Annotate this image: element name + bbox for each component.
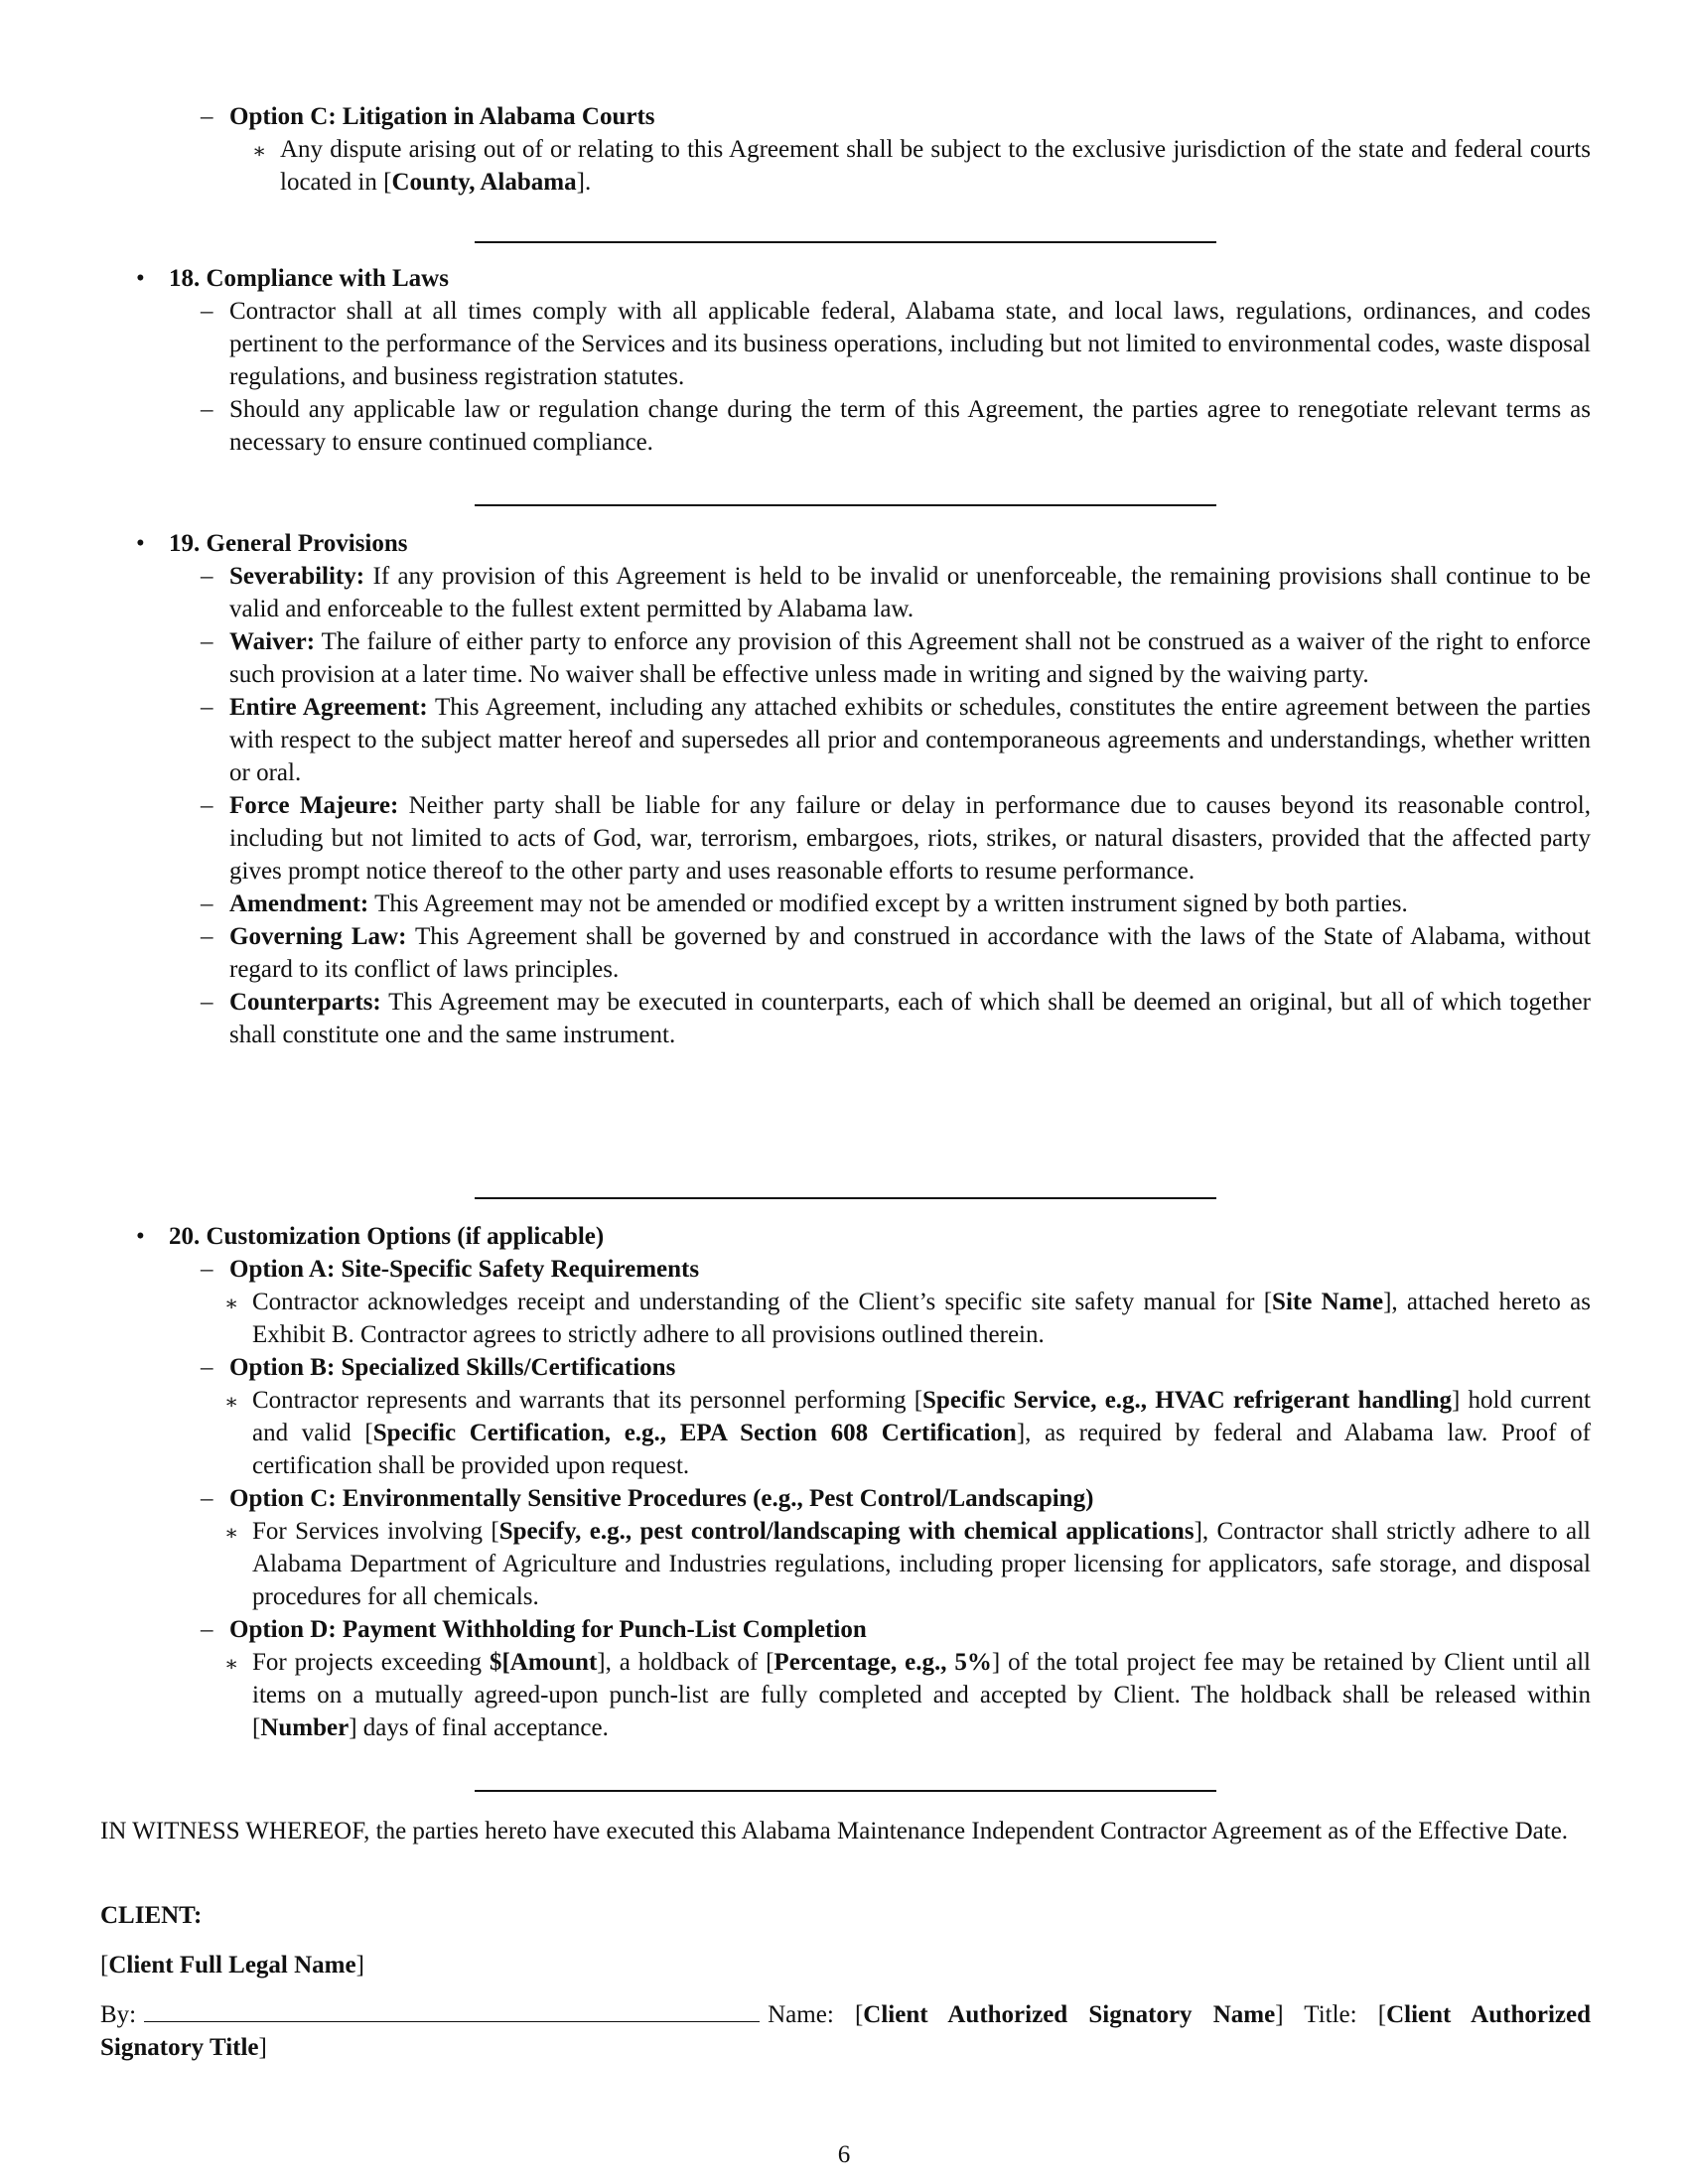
placeholder-field: Percentage, e.g., 5% [774,1649,992,1676]
asterisk-marker: ∗ [224,1652,239,1676]
option-b-heading [201,1351,1591,1384]
dash-marker: – [201,628,213,655]
option-label: Option D: Payment Withholding for Punch-List Completion [229,1616,867,1643]
asterisk-marker: ∗ [252,139,267,163]
clause-text: Should any applicable law or regulation change during the term of this Agreement, the parties agree to renegotiate relevant terms as necessary to ensure continued compliance. [229,396,1591,456]
client-label: CLIENT: [100,1902,203,1929]
placeholder-field: Number [260,1714,350,1741]
clause-text: ], attached hereto as Exhibit B. Contractor agrees to strictly adhere to all provisions outlined therein. [252,1289,1591,1348]
provision-label: Governing Law: [229,923,407,950]
provision-text: This Agreement may not be amended or modified except by a written instrument signed by both parties. [374,890,1408,917]
by-label: By: [100,2001,137,2028]
option-d-clause [201,1646,1591,1744]
dash-marker: – [201,792,213,819]
dash-marker: – [201,1616,213,1643]
provision-entire-agreement [201,691,1591,789]
signature-block: By: Name: [Client Authorized Signatory Name] Title: [Client Authorized Signatory Title] [100,2001,1592,2061]
dash-marker: – [201,1256,213,1283]
section-divider [475,1197,1216,1199]
provision-waiver [201,625,1591,691]
dash-marker: – [201,298,213,325]
name-label: Name: [768,2001,834,2028]
dash-marker: – [201,1485,213,1512]
section-20 [136,1220,1591,1744]
section-title: 18. Compliance with Laws [169,265,449,292]
list-item [201,393,1591,459]
option-c-litigation-clause [201,133,1591,199]
clause-text: Contractor represents and warrants that its personnel performing [ [252,1387,923,1414]
placeholder-field: Specific Certification, e.g., EPA Section 608 Certification [372,1420,1017,1446]
clause-text: Contractor acknowledges receipt and understanding of the Client’s specific site safety manual for [ [252,1289,1273,1315]
option-b-clause [201,1384,1591,1482]
dash-marker: – [201,1354,213,1381]
placeholder-field: County, Alabama [391,169,577,196]
section-19 [136,527,1591,1051]
dash-marker: – [201,103,213,130]
section-divider [475,241,1216,243]
section-heading [136,527,1591,560]
dash-marker: – [201,923,213,950]
option-a-clause [201,1286,1591,1351]
provision-text: The failure of either party to enforce any provision of this Agreement shall not be construed as a waiver of the right to enforce such provision at a later time. No waiver shall be effective unless made in writing and signed by the waiving party. [229,628,1591,688]
provision-label: Entire Agreement: [229,694,428,721]
signature-line[interactable] [144,1999,760,2022]
clause-text: For projects exceeding [252,1649,490,1676]
clause-text: ], as required by federal and Alabama law. Proof of certification shall be provided upon request. [252,1420,1591,1479]
witness-clause: IN WITNESS WHEREOF, the parties hereto have executed this Alabama Maintenance Independent Contractor Agreement as of the Effective Date. [100,1818,1569,1844]
placeholder-field: $[Amount [489,1649,598,1676]
bullet-marker: • [136,1223,145,1250]
asterisk-marker: ∗ [224,1521,239,1545]
option-a-heading [201,1253,1591,1286]
section-divider [475,504,1216,506]
asterisk-marker: ∗ [224,1390,239,1414]
clause-text: ] hold current and valid [ [252,1387,1591,1446]
option-d-heading [201,1613,1591,1646]
bullet-marker: • [136,530,145,557]
clause-text: ], Contractor shall strictly adhere to all Alabama Department of Agriculture and Industries regulations, including proper licensing for applicators, safe storage, and disposal procedures for all chemicals. [252,1518,1592,1610]
provision-force-majeure [201,789,1591,887]
section-title: 20. Customization Options (if applicable) [169,1223,605,1250]
placeholder-field: Client Authorized Signatory Title [100,2001,1592,2061]
placeholder-field: Site Name [1272,1289,1384,1315]
clause-text: Contractor shall at all times comply with all applicable federal, Alabama state, and local laws, regulations, ordinances, and codes pertinent to the performance of the Services and its business operations, including but not limited to environmental codes, waste disposal regulations, and business registration statutes. [229,298,1591,390]
clause-text: For Services involving [ [252,1518,499,1545]
clause-text: ] days of final acceptance. [349,1714,609,1741]
option-c-litigation [201,100,1591,199]
dash-marker: – [201,694,213,721]
provision-label: Amendment: [229,890,369,917]
placeholder-field: Client Authorized Signatory Name [863,2001,1276,2028]
list-item [201,295,1591,393]
bullet-marker: • [136,265,145,292]
option-c-clause [201,1515,1591,1613]
provision-label: Counterparts: [229,989,381,1016]
option-label: Option C: Litigation in Alabama Courts [229,103,655,130]
provision-label: Waiver: [229,628,316,655]
section-divider [475,1790,1216,1792]
provision-label: Severability: [229,563,365,590]
option-label: Option A: Site-Specific Safety Requirements [229,1256,700,1283]
section-18 [136,262,1591,459]
provision-label: Force Majeure: [229,792,399,819]
placeholder-field: Specify, e.g., pest control/landscaping with chemical applications [498,1518,1195,1545]
clause-text: Any dispute arising out of or relating to this Agreement shall be subject to the exclusive jurisdiction of the state and federal courts located in [ [280,136,1591,196]
provision-text: If any provision of this Agreement is held to be invalid or unenforceable, the remaining provisions shall continue to be valid and enforceable to the fullest extent permitted by Alabama law. [229,563,1592,622]
dash-marker: – [201,989,213,1016]
option-label: Option B: Specialized Skills/Certifications [229,1354,676,1381]
placeholder-field: Client Full Legal Name [108,1952,356,1979]
section-heading [136,1220,1591,1253]
clause-text: ]. [576,169,592,196]
asterisk-marker: ∗ [224,1292,239,1315]
provision-severability [201,560,1591,625]
page-number: 6 [837,2141,851,2168]
option-c-litigation-heading [201,100,1591,133]
dash-marker: – [201,890,213,917]
provision-counterparts [201,986,1591,1051]
provision-governing-law [201,920,1591,986]
option-label: Option C: Environmentally Sensitive Procedures (e.g., Pest Control/Landscaping) [229,1485,1094,1512]
provision-text: This Agreement may be executed in counterparts, each of which shall be deemed an original, but all of which together shall constitute one and the same instrument. [229,989,1591,1048]
clause-text: ], a holdback of [ [597,1649,774,1676]
title-label: Title: [1304,2001,1357,2028]
provision-text: This Agreement shall be governed by and construed in accordance with the laws of the State of Alabama, without regard to its conflict of laws principles. [229,923,1591,983]
section-title: 19. General Provisions [169,530,408,557]
dash-marker: – [201,396,213,423]
provision-amendment [201,887,1591,920]
clause-text: ] of the total project fee may be retained by Client until all items on a mutually agreed-upon punch-list are fully completed and accepted by Client. The holdback shall be released within [ [252,1649,1591,1741]
provision-text: Neither party shall be liable for any failure or delay in performance due to causes beyond its reasonable control, including but not limited to acts of God, war, terrorism, embargoes, riots, strikes, or natural disasters, provided that the affected party gives prompt notice thereof to the other party and uses reasonable efforts to resume performance. [229,792,1592,885]
option-c-heading [201,1482,1591,1515]
placeholder-field: Specific Service, e.g., HVAC refrigerant handling [922,1387,1453,1414]
section-heading [136,262,1591,295]
dash-marker: – [201,563,213,590]
provision-text: This Agreement, including any attached exhibits or schedules, constitutes the entire agreement between the parties with respect to the subject matter hereof and supersedes all prior and contemporaneous agreements and understandings, whether written or oral. [229,694,1592,786]
client-legal-name: [Client Full Legal Name] [100,1952,364,1979]
